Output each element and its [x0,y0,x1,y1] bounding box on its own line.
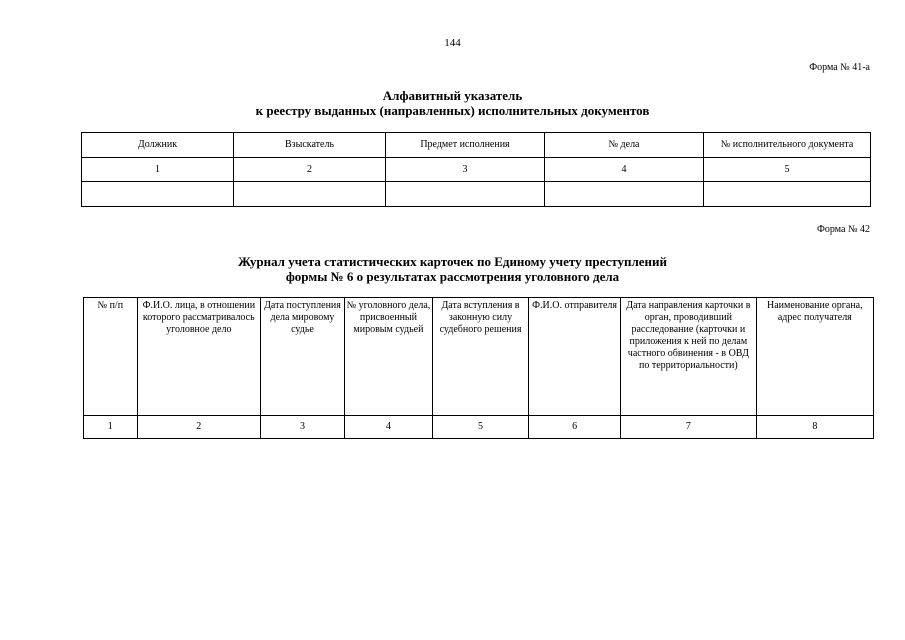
header-case-number: № дела [545,133,704,158]
header-sending-date: Дата направления карточки в орган, проводивший расследование (карточки и приложения к ней по делам частного обвинения - в ОВД по территориальности) [621,298,757,416]
page-number: 144 [444,37,461,49]
form-41a-table [81,132,871,207]
header-recipient: Наименование органа, адрес получателя [756,298,873,416]
form-42-number-row [84,416,874,439]
form-42-title-line2: формы № 6 о результатах рассмотрения уголовного дела [285,269,620,284]
header-serial-number: № п/п [84,298,138,416]
empty-cell [545,182,704,207]
form-42-title-line1: Журнал учета статистических карточек по Единому учету преступлений [237,254,668,269]
form-41a-label: Форма № 41-а [809,62,870,73]
column-number: 1 [82,158,234,182]
empty-cell [234,182,386,207]
column-number: 8 [756,416,873,439]
column-number: 7 [621,416,757,439]
header-effective-date: Дата вступления в законную силу судебного решения [432,298,528,416]
column-number: 5 [432,416,528,439]
form-42-header-row [84,298,874,416]
form-41a-number-row [82,158,871,182]
header-receipt-date: Дата поступления дела мировому судье [261,298,345,416]
header-claimant: Взыскатель [234,133,386,158]
column-number: 2 [234,158,386,182]
column-number: 2 [137,416,260,439]
empty-cell [386,182,545,207]
column-number: 4 [344,416,432,439]
header-debtor: Должник [82,133,234,158]
header-case-number: № уголовного дела, присвоенный мировым судьей [344,298,432,416]
header-person-name: Ф.И.О. лица, в отношении которого рассматривалось уголовное дело [137,298,260,416]
form-42-label: Форма № 42 [817,224,870,235]
form-41a-title-line2: к реестру выданных (направленных) исполнительных документов [255,103,650,118]
empty-cell [704,182,871,207]
form-42-table [83,297,874,439]
column-number: 1 [84,416,138,439]
header-document-number: № исполнительного документа [704,133,871,158]
empty-cell [82,182,234,207]
column-number: 6 [529,416,621,439]
header-subject: Предмет исполнения [386,133,545,158]
header-sender-name: Ф.И.О. отправителя [529,298,621,416]
column-number: 3 [386,158,545,182]
form-41a-empty-row [82,182,871,207]
form-41a-title-line1: Алфавитный указатель [382,88,523,103]
form-41a-header-row [82,133,871,158]
column-number: 5 [704,158,871,182]
column-number: 4 [545,158,704,182]
column-number: 3 [261,416,345,439]
